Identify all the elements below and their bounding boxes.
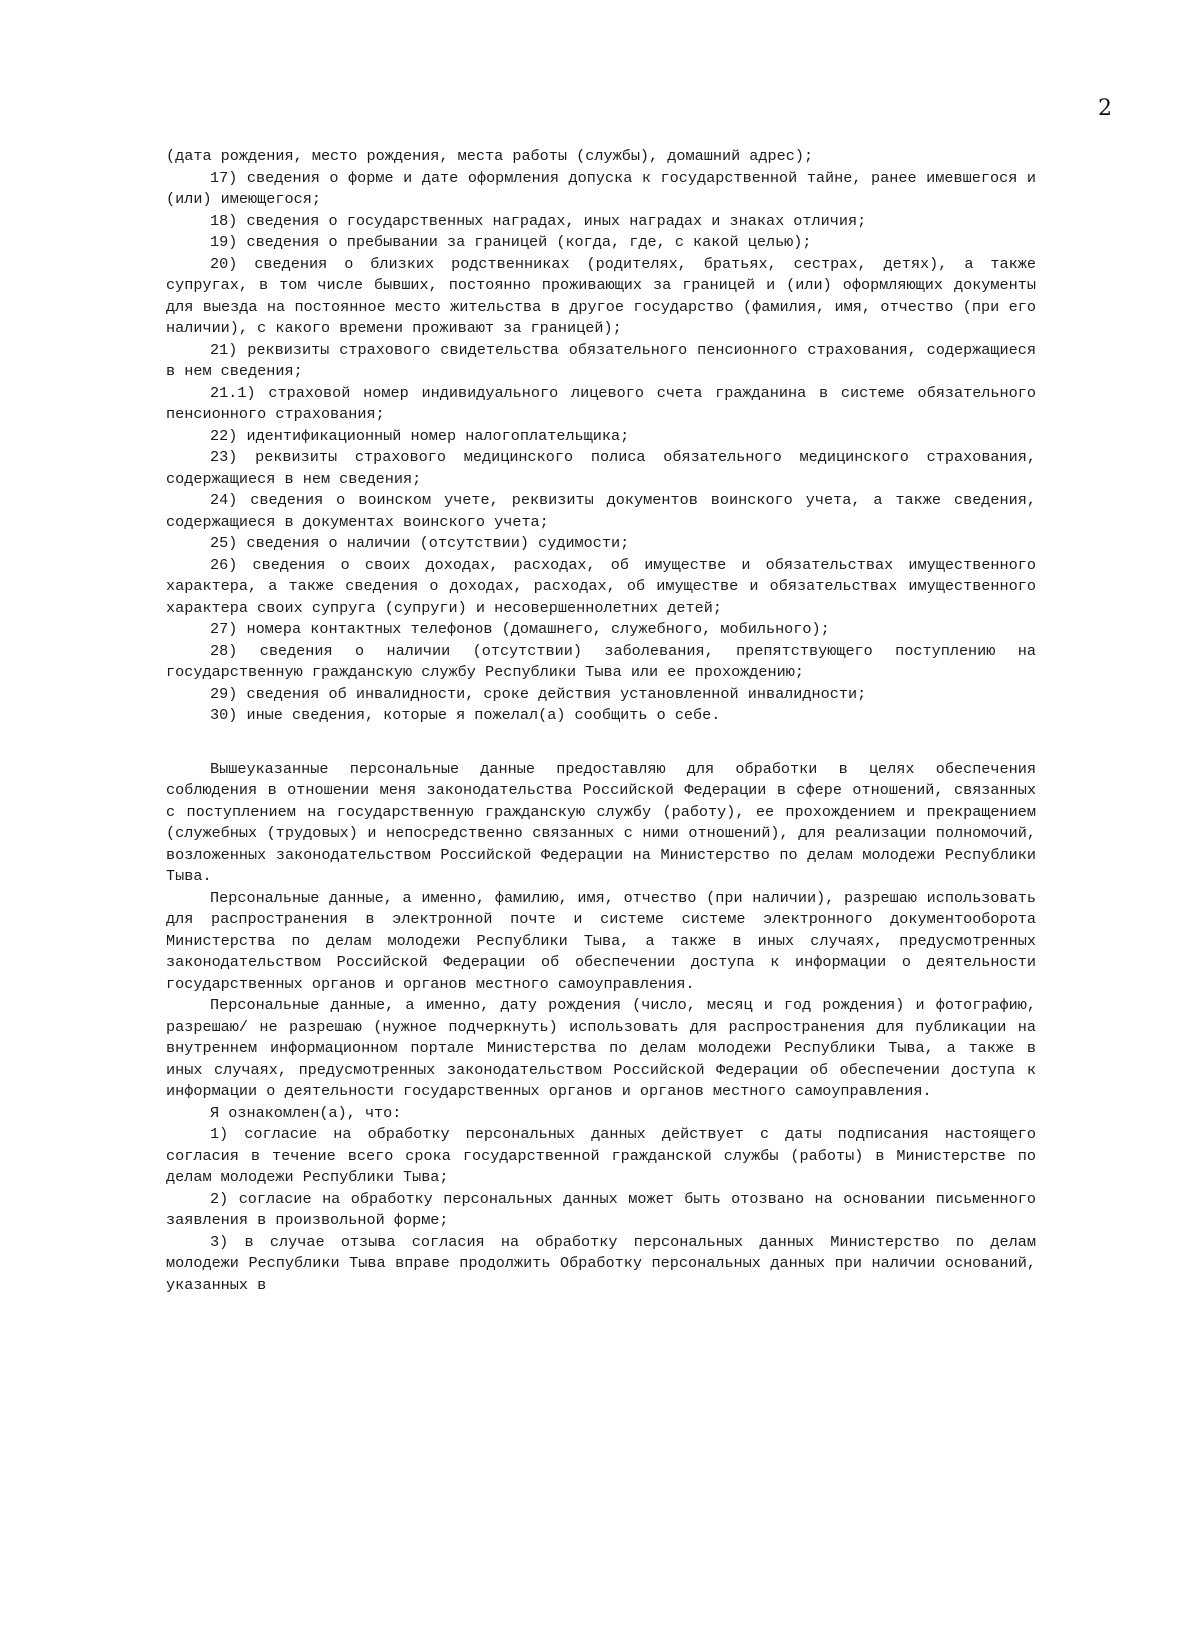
body-paragraph: 2) согласие на обработку персональных данных может быть отозвано на основании письменного заявления в произвольной форме; xyxy=(166,1189,1036,1229)
document-body xyxy=(166,146,1036,1296)
list-item-paragraph: 27) номера контактных телефонов (домашнего, служебного, мобильного); xyxy=(210,620,830,638)
body-paragraph: Персональные данные, а именно, дату рождения (число, месяц и год рождения) и фотографию, разрешаю/ не разрешаю (нужное подчеркнуть) использовать для распространения для публикации на внутреннем информационном портале Министерства по делам молодежи Республики Тыва, а также в иных случаях, предусмотренных законодательством Российской Федерации об обеспечении доступа к информации о деятельности государственных органов и органов местного самоуправления. xyxy=(166,996,1036,1100)
list-item-paragraph: 29) сведения об инвалидности, сроке действия установленной инвалидности; xyxy=(210,684,867,703)
list-item-paragraph: 26) сведения о своих доходах, расходах, об имуществе и обязательствах имущественного характера, а также сведения о доходах, расходах, об имуществе и обязательствах имущественного характера своих супруга (супруги) и несовершеннолетних детей; xyxy=(166,555,1036,617)
list-item-paragraph: 22) идентификационный номер налогоплательщика; xyxy=(210,426,630,445)
list-item-paragraph: 24) сведения о воинском учете, реквизиты документов воинского учета, а также сведения, содержащиеся в документах воинского учета; xyxy=(166,491,1036,531)
list-item-paragraph: 28) сведения о наличии (отсутствии) заболевания, препятствующего поступлению на государственную гражданскую службу Республики Тыва или ее прохождению; xyxy=(166,641,1036,681)
list-item-paragraph: 19) сведения о пребывании за границей (когда, где, с какой целью); xyxy=(210,233,812,251)
consent-terms xyxy=(166,759,1036,1297)
list-item-paragraph: 23) реквизиты страхового медицинского полиса обязательного медицинского страхования, содержащиеся в нем сведения; xyxy=(166,448,1036,488)
list-item-paragraph: 17) сведения о форме и дате оформления допуска к государственной тайне, ранее имевшегося и (или) имеющегося; xyxy=(166,168,1036,208)
body-paragraph: Я ознакомлен(а), что: xyxy=(210,1103,402,1122)
section-gap xyxy=(166,727,1036,759)
list-item-paragraph: (дата рождения, место рождения, места работы (службы), домашний адрес); xyxy=(166,147,814,165)
page-number: 2 xyxy=(1098,96,1112,121)
list-item-paragraph: 18) сведения о государственных наградах, иных наградах и знаках отличия; xyxy=(210,211,867,230)
body-paragraph: 1) согласие на обработку персональных данных действует с даты подписания настоящего согласия в течение всего срока государственной гражданской службы (работы) в Министерстве по делам молодежи Республики Тыва; xyxy=(166,1125,1036,1186)
body-paragraph: 3) в случае отзыва согласия на обработку персональных данных Министерство по делам молодежи Республики Тыва вправе продолжить Обработку персональных данных при наличии оснований, указанных в xyxy=(166,1232,1036,1294)
list-item-paragraph: 30) иные сведения, которые я пожелал(а) сообщить о себе. xyxy=(210,706,721,724)
list-item-paragraph: 25) сведения о наличии (отсутствии) судимости; xyxy=(210,534,630,552)
list-item-paragraph: 20) сведения о близких родственниках (родителях, братьях, сестрах, детях), а также супругах, в том числе бывших, постоянно проживающих за границей и (или) оформляющих документы для выезда на постоянное место жительства в другое государство (фамилия, имя, отчество (при его наличии), с какого времени проживают за границей); xyxy=(166,254,1036,337)
list-item-paragraph: 21.1) страховой номер индивидуального лицевого счета гражданина в системе обязательного пенсионного страхования; xyxy=(166,383,1036,423)
list-item-paragraph: 21) реквизиты страхового свидетельства обязательного пенсионного страхования, содержащиеся в нем сведения; xyxy=(166,340,1036,380)
body-paragraph: Персональные данные, а именно, фамилию, имя, отчество (при наличии), разрешаю использовать для распространения в электронной почте и системе системе электронного документооборота Министерства по делам молодежи Республики Тыва, а также в иных случаях, предусмотренных законодательством Российской Федерации об обеспечении доступа к информации о деятельности государственных органов и органов местного самоуправления. xyxy=(166,888,1036,993)
body-paragraph: Вышеуказанные персональные данные предоставляю для обработки в целях обеспечения соблюдения в отношении меня законодательства Российской Федерации в сфере отношений, связанных с поступлением на государственную гражданскую службу (работу), ее прохождением и прекращением (служебных (трудовых) и непосредственно связанных с ними отношений), для реализации полномочий, возложенных законодательством Российской Федерации на Министерство по делам молодежи Республики Тыва. xyxy=(166,759,1036,885)
personal-data-list xyxy=(166,146,1036,727)
